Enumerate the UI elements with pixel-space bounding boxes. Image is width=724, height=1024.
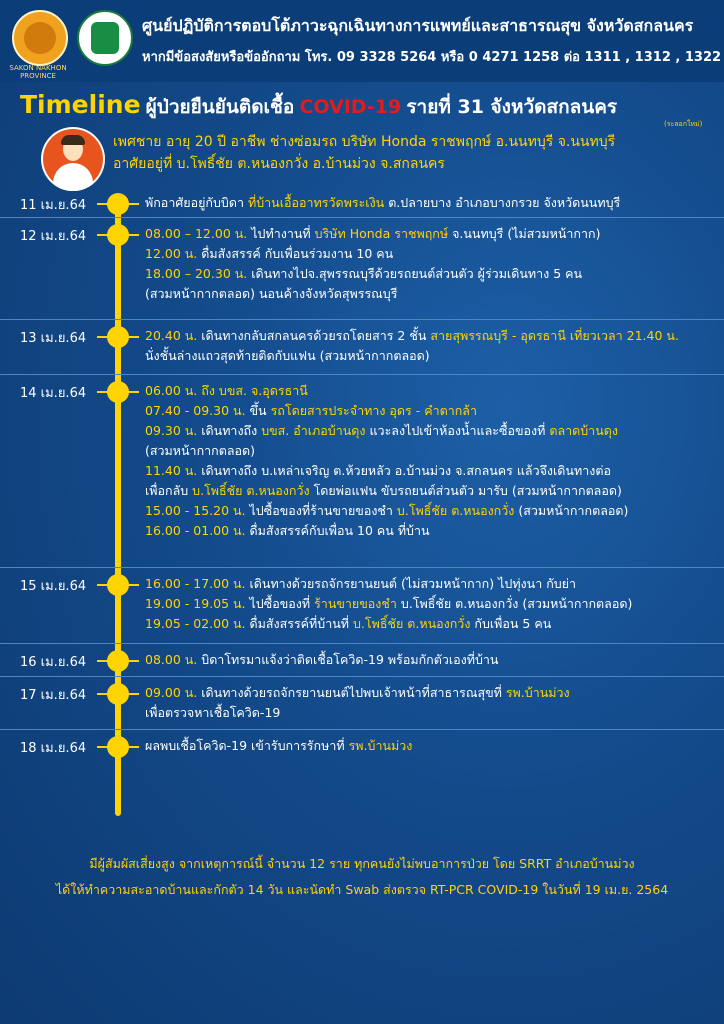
event-text: ที่บ้านเอื้ออาทรวัดพระเงิน — [247, 195, 385, 210]
timeline-event — [145, 244, 720, 264]
timeline-event — [145, 703, 720, 723]
event-text: (สวมหน้ากากตลอด) — [145, 443, 256, 458]
event-text: 08.00 – 12.00 น. — [145, 226, 248, 241]
title-subject: ผู้ป่วยยืนยันติดเชื้อ — [145, 96, 295, 118]
event-text: เพื่อกลับ — [145, 483, 193, 498]
event-text: ดื่มสังสรรค์ กับเพื่อนร่วมงาน 10 คน — [197, 246, 394, 261]
event-text: เดินทางไปจ.สุพรรณบุรีด้วยรถยนต์ส่วนตัว ผู้ร่วมเดินทาง 5 คน — [247, 266, 583, 281]
event-text: (สวมหน้ากากตลอด) — [514, 503, 629, 518]
timeline-event — [145, 650, 720, 670]
event-text: (สวมหน้ากากตลอด) นอนค้างจังหวัดสุพรรณบุรี — [145, 286, 398, 301]
timeline-dot — [107, 224, 129, 246]
event-text: เพื่อตรวจหาเชื้อโควิด-19 — [145, 705, 281, 720]
timeline-date: 13 เม.ย.64 — [20, 331, 87, 346]
timeline-event — [145, 501, 720, 521]
patient-line-1: เพศชาย อายุ 20 ปี อาชีพ ช่างซ่อมรถ บริษัท Honda ราชพฤกษ์ อ.นนทบุรี จ.นนทบุรี — [113, 134, 616, 150]
event-text: บิดาโทรมาแจ้งว่าติดเชื้อโควิด-19 พร้อมกักตัวเองที่บ้าน — [197, 652, 499, 667]
event-text: บ.โพธิ์ชัย ต.หนองกวั่ง — [396, 503, 515, 518]
event-text: 16.00 - 17.00 น. — [145, 576, 246, 591]
event-text: สายสุพรรณบุรี - อุดรธานี เที่ยวเวลา 21.40 น. — [430, 328, 679, 343]
timeline-date: 17 เม.ย.64 — [20, 688, 87, 703]
timeline-separator — [0, 643, 724, 644]
timeline-event — [145, 193, 720, 213]
event-text: บขส. อำเภอบ้านดุง — [261, 423, 366, 438]
event-text: 15.00 - 15.20 น. — [145, 503, 246, 518]
event-text: ขึ้น — [245, 403, 271, 418]
timeline-event — [145, 594, 720, 614]
page-title — [20, 90, 617, 122]
header-title: ศูนย์ปฏิบัติการตอบโต้ภาวะฉุกเฉินทางการแพทย์และสาธารณสุข จังหวัดสกลนคร — [142, 16, 694, 35]
timeline-event — [145, 326, 720, 346]
timeline-event — [145, 441, 720, 461]
page-header — [0, 0, 724, 82]
timeline-event — [145, 401, 720, 421]
event-text: 16.00 - 01.00 น. — [145, 523, 246, 538]
event-text: 07.40 - 09.30 น. — [145, 403, 246, 418]
timeline-event — [145, 284, 720, 304]
footer-line-2: ได้ให้ทำความสะอาดบ้านและกักตัว 14 วัน และนัดทำ Swab ส่งตรวจ RT-PCR COVID-19 ในวันที่ 19 เม.ย. 2564 — [55, 882, 669, 897]
timeline-event — [145, 574, 720, 594]
footer-note — [0, 851, 724, 903]
event-text: 09.00 น. — [145, 685, 198, 700]
province-logo-caption: SAKON NAKHON PROVINCE — [9, 64, 67, 80]
event-text: ดื่มสังสรรค์กับเพื่อน 10 คน ที่บ้าน — [245, 523, 430, 538]
event-text: 19.00 - 19.05 น. — [145, 596, 246, 611]
patient-info — [113, 131, 615, 175]
event-text: โดยพ่อแฟน ขับรถยนต์ส่วนตัว มารับ (สวมหน้ากากตลอด) — [309, 483, 622, 498]
timeline-dot — [107, 326, 129, 348]
province-seal-logo — [12, 10, 68, 66]
timeline-separator — [0, 729, 724, 730]
patient-line-2: อาศัยอยู่ที่ บ.โพธิ์ชัย ต.หนองกวั่ง อ.บ้านม่วง จ.สกลนคร — [113, 156, 445, 172]
event-text: รพ.บ้านม่วง — [505, 685, 570, 700]
header-contact: หากมีข้อสงสัยหรือข้ออักถาม โทร. 09 3328 5264 หรือ 0 4271 1258 ต่อ 1311 , 1312 , 1322 — [142, 50, 722, 65]
event-text: บ.โพธิ์ชัย ต.หนองกวั่ง — [192, 483, 310, 498]
event-text: รพ.บ้านม่วง — [348, 738, 413, 753]
timeline-event — [145, 224, 720, 244]
timeline-event — [145, 421, 720, 441]
timeline-separator — [0, 676, 724, 677]
event-text: ดื่มสังสรรค์ที่บ้านที่ — [245, 616, 353, 631]
title-timeline: Timeline — [20, 90, 141, 119]
event-text: ไปทำงานที่ — [247, 226, 315, 241]
event-text: 20.40 น. — [145, 328, 198, 343]
public-health-logo — [77, 10, 133, 66]
timeline-dot — [107, 736, 129, 758]
event-text: 18.00 – 20.30 น. — [145, 266, 248, 281]
timeline-event — [145, 346, 720, 366]
event-text: 06.00 น. ถึง บขส. จ.อุดรธานี — [145, 383, 308, 398]
timeline-event — [145, 264, 720, 284]
event-text: ผลพบเชื้อโควิด-19 เข้ารับการรักษาที่ — [145, 738, 349, 753]
timeline-date: 14 เม.ย.64 — [20, 386, 87, 401]
event-text: ตลาดบ้านดุง — [549, 423, 618, 438]
timeline-event — [145, 481, 720, 501]
event-text: 08.00 น. — [145, 652, 198, 667]
event-text: ต.ปลายบาง อำเภอบางกรวย จังหวัดนนทบุรี — [384, 195, 621, 210]
timeline-event — [145, 683, 720, 703]
event-text: พักอาศัยอยู่กับบิดา — [145, 195, 248, 210]
timeline-date: 16 เม.ย.64 — [20, 655, 87, 670]
timeline-event — [145, 461, 720, 481]
title-case: รายที่ 31 จังหวัดสกลนคร — [406, 96, 618, 118]
event-text: บริษัท Honda ราชพฤกษ์ — [314, 226, 449, 241]
timeline-date: 11 เม.ย.64 — [20, 198, 87, 213]
timeline-date: 12 เม.ย.64 — [20, 229, 87, 244]
event-text: เดินทางถึง — [197, 423, 262, 438]
timeline-date: 15 เม.ย.64 — [20, 579, 87, 594]
event-text: 12.00 น. — [145, 246, 198, 261]
timeline-separator — [0, 567, 724, 568]
event-text: กับเพื่อน 5 คน — [470, 616, 552, 631]
timeline-separator — [0, 319, 724, 320]
event-text: เดินทางกลับสกลนครด้วยรถโดยสาร 2 ชั้น — [197, 328, 431, 343]
event-text: ไปซื้อของที่ — [245, 596, 315, 611]
event-text: ไปซื้อของที่ร้านขายของชำ — [245, 503, 397, 518]
timeline-event — [145, 381, 720, 401]
event-text: 19.05 - 02.00 น. — [145, 616, 246, 631]
event-text: นั่งชั้นล่างแถวสุดท้ายติดกับแฟน (สวมหน้ากากตลอด) — [145, 348, 430, 363]
timeline-event — [145, 736, 720, 756]
timeline-dot — [107, 650, 129, 672]
event-text: รถโดยสารประจำทาง อุดร - คำตากล้า — [270, 403, 477, 418]
timeline-separator — [0, 217, 724, 218]
timeline-dot — [107, 381, 129, 403]
event-text: เดินทางด้วยรถจักรยานยนต์ (ไม่สวมหน้ากาก) ไปทุ่งนา กับย่า — [245, 576, 577, 591]
event-text: แวะลงไปเข้าห้องน้ำและซื้อของที่ — [365, 423, 550, 438]
event-text: ร้านขายของชำ — [314, 596, 397, 611]
event-text: 11.40 น. — [145, 463, 198, 478]
timeline-date: 18 เม.ย.64 — [20, 741, 87, 756]
footer-line-1: มีผู้สัมผัสเสี่ยงสูง จากเหตุการณ์นี้ จำนวน 12 ราย ทุกคนยังไม่พบอาการป่วย โดย SRRT อำเภอบ้านม่วง — [89, 856, 635, 871]
timeline-line — [115, 196, 121, 816]
event-text: เดินทางถึง บ.เหล่าเจริญ ต.ห้วยหลัว อ.บ้านม่วง จ.สกลนคร แล้วจึงเดินทางต่อ — [197, 463, 611, 478]
patient-avatar-icon — [41, 127, 105, 191]
timeline-event — [145, 521, 720, 541]
title-note: (ระลอกใหม่) — [664, 120, 703, 128]
timeline-event — [145, 614, 720, 634]
event-text: 09.30 น. — [145, 423, 198, 438]
title-covid: COVID-19 — [299, 96, 402, 118]
timeline-dot — [107, 193, 129, 215]
event-text: บ.โพธิ์ชัย ต.หนองกวั่ง (สวมหน้ากากตลอด) — [396, 596, 633, 611]
timeline-dot — [107, 683, 129, 705]
timeline-separator — [0, 374, 724, 375]
event-text: บ.โพธิ์ชัย ต.หนองกวั่ง — [352, 616, 471, 631]
event-text: เดินทางด้วยรถจักรยานยนต์ไปพบเจ้าหน้าที่สาธารณสุขที่ — [197, 685, 506, 700]
event-text: จ.นนทบุรี (ไม่สวมหน้ากาก) — [448, 226, 601, 241]
timeline-dot — [107, 574, 129, 596]
